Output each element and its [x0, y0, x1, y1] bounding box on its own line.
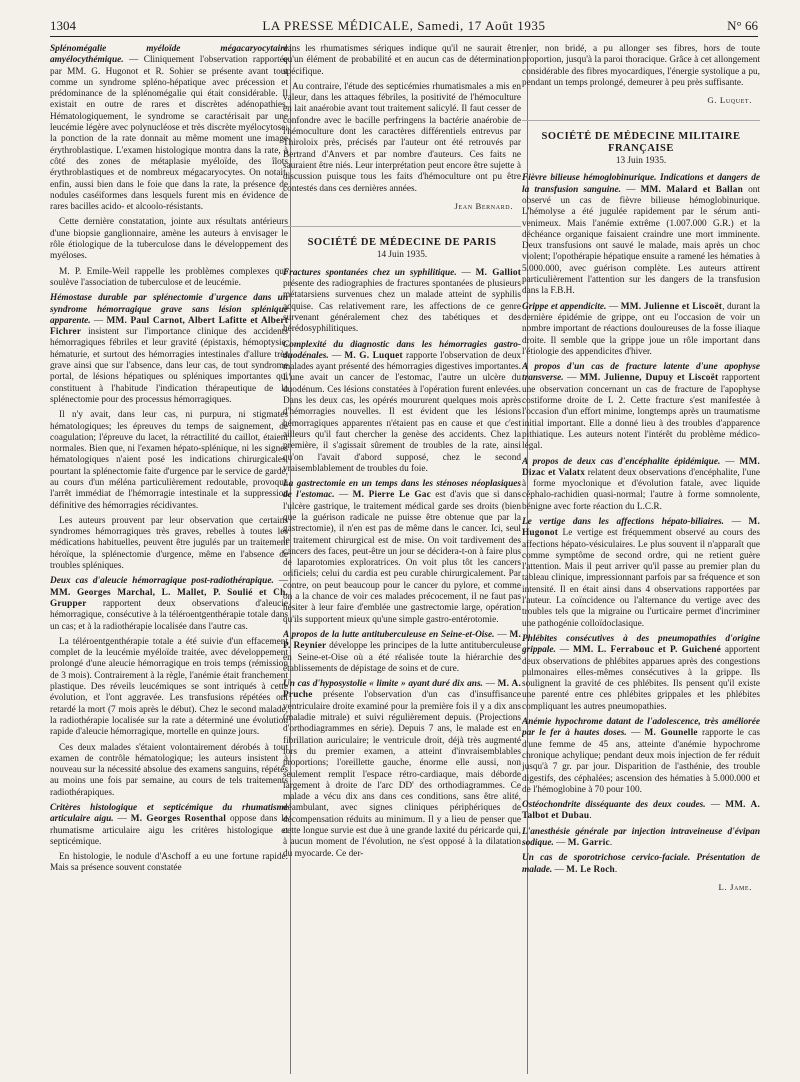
article: Grippe et appendicite. — MM. Julienne et Liscoët, durant la dernière épidémie de grippe, ont eu l'occasion de voir un nombre important de réactions douloureuses de la fosse iliaque droite. Il semble que la grippe joue un rôle important dans l'étiologie des appendicites d'hiver.: [522, 301, 760, 357]
paragraph: Les auteurs prouvent par leur observation que certains syndromes hémorragiques très graves, rebelles à toutes les médications habituelles, peuvent être jugulés par un traitement héroïque, la splénectomie d'urgence, même en l'absence de troubles spléniques.: [50, 515, 288, 572]
article-title: Critères histologique et septicémique du rhumatisme articulaire aigu.: [50, 803, 288, 825]
article-title: Fractures spontanées chez un syphilitique.: [283, 267, 457, 278]
column-2: [283, 44, 521, 1074]
article-authors: MM. Georges Marchal, L. Mallet, P. Soulié et Ch. Grupper: [50, 587, 288, 609]
article-title: Complexité du diagnostic dans les hémorragies gastro-duodénales.: [283, 339, 521, 361]
paragraph: Ces deux malades s'étaient volontairement dérobés à tout examen de contrôle hématologique; les auteurs insistent à nouveau sur la nécessité absolue des examens sanguins, répétés au moins une fois par semaine, au cours de tels traitements radiothérapiques.: [50, 742, 288, 798]
article-title: Deux cas d'aleucie hémorragique post-radiothérapique.: [50, 576, 274, 587]
article-authors: MM. L. Ferrabouc et P. Guichené: [572, 645, 721, 656]
session-date: 14 Juin 1935.: [376, 250, 428, 261]
article-body: Cliniquement l'observation rapportée par MM. G. Hugonot et R. Sohier se présente avant tout comme un syndrome spléno-hépatique avec précession et prédominance de la splénomégalie qui était considérable. Il existait en outre de rares et discrètes adénopathies. Hématologiquement, le syndrome se caractérisait par une leucémie légère avec polynucléose et très discrète myélocytose; la ponction de la rate donnait au même moment une image érythroblastique. L'examen histologique montra dans la rate, à côté des zones de métaplasie myéloïde, des îlots érythroblastiques et de nombreux mégacaryocytes. On notait, enfin, aussi bien dans le foie que dans la rate, la présence de nodules caséiformes dans lesquels furent mis en évidence de rares bacilles acido- et alcoolo-résistants.: [50, 55, 288, 213]
article: Fièvre bilieuse hémoglobinurique. Indications et dangers de la transfusion sanguine. — MM. Malard et Ballan ont observé un cas de fièvre bilieuse hémoglobinurique. L'hémolyse a été jugulée rapidement par le sérum anti-venimeux. Mais l'anémie extrême (1.007.000 G.R.) et la déchéance organique faisaient craindre une mort imminente. Deux transfusions ont sauvé le malade, mais après un choc violent; l'opothérapie hépatique ensuite a ramené les hématies à 5.000.000, avec guérison complète. Les auteurs attirent particulièrement l'attention sur les dangers de la transfusion dans la F.B.H.: [522, 173, 760, 297]
article-body: relatent deux observations d'encéphalite, l'une à forme myoclonique et d'évolution fatale, avec liquide céphalo-rachidien quasi-normal; l'autre à forme somnolente, bénigne avec forte réaction du L.C.R.: [522, 467, 760, 512]
paragraph: M. P. Emile-Weil rappelle les problèmes complexes que soulève l'association de tuberculose et de leucémie.: [50, 266, 288, 288]
paragraph: La téléroentgenthérapie totale a été suivie d'un effacement complet de la leucémie myéloïde traitée, avec développement prolongé d'une aleucie hémorragique en trois temps (rémission de 3 mois). Contrairement à la règle, l'anémie était franchement plastique. Des réveils leucémiques se sont intriqués à cette évolution, et l'ont aggravée. Les transfusions répétées ont retardé la mort (7 mois après le début). Chez le second malade, la radiothérapie localisée sur la rate a déterminé une évolution rapide d'aleucie hémorragique, mortelle en quinze jours.: [50, 636, 288, 738]
article-body: apportent deux observations de phlébites apparues après des congestions pulmonaires elles-mêmes consécutives à la grippe. Ils soulignent la gravité de ces phlébites. Ils pensent qu'il existe une parenté entre ces phlébites grippales et les phlébites compliquant les autres pneumopathies.: [522, 645, 760, 712]
paragraph: dans les rhumatismes sériques indique qu'il ne saurait être qu'un élément de probabilité et en aucun cas de détermination spécifique.: [283, 44, 521, 77]
article-body: présente l'observation d'un cas d'insuffisance ventriculaire droite examiné pour la première fois il y a dix ans (maladie mitrale) et suivi régulièrement depuis. (Projections d'orthodiagrammes en série). Depuis 7 ans, le malade est en fibrillation auriculaire; le ventricule droit, déjà très augmenté lors du premier examen, a atteint d'invraisemblables proportions; l'oreillette gauche, énorme elle aussi, non seulement remplit l'espace rétro-cardiaque, mais déborde largement à droite de l'arc DD' des orthodiagrammes. Ce malade a vécu dix ans dans ces conditions, sans être alité, déambulant, avec signes cliniques périphériques de décompensation réduits au minimum. Il y a lieu de penser que cette longue survie est due à une grande laxité du péricarde qui, à aucun moment de l'évolution, ne s'est opposé à la dilatation du myocarde. Ce der-: [283, 690, 521, 859]
report-signature: G. Luquet.: [707, 95, 752, 106]
article: Anémie hypochrome datant de l'adolescence, très améliorée par le fer à hautes doses. — M. Gounelle rapporte le cas d'une femme de 45 ans, atteinte d'anémie hypochrome chronique achylique; pendant deux mois injection de fer réduit jusqu'à 7 gr. par jour. Disparition de l'asthénie, des trouble digestifs, des céphalées; ascension des hématies à 5.000.000 et de l'hémoglobine à 70 pour 100.: [522, 717, 760, 795]
article-body: insistent sur l'importance clinique des accidents hémorragiques fébriles et leur gravité (épistaxis, hémoptysie, hématurie, et surtout des hémorragies intestinales d'allure très grave ainsi que sur l'absence, dans leur cas, de tout syndrome portal, de lésions hépatiques ou spléniques importantes qui constituent à l'habitude l'indication thérapeutique de la splénectomie pour des processus hémorragiques.: [50, 327, 288, 405]
report-signature: L. Jame.: [718, 881, 752, 892]
paragraph: nier, non bridé, a pu allonger ses fibres, hors de toute proportion, jusqu'à la paroi thoracique. Grâce à cet allongement considérable des fibres myocardiques, l'énergie systolique a pu, pendant un temps prolongé, demeurer à peu près suffisante.: [522, 44, 760, 88]
journal-title: LA PRESSE MÉDICALE, Samedi, 17 Août 1935: [262, 18, 546, 33]
article-title: Ostéochondrite disséquante des deux coudes.: [522, 800, 706, 811]
article: A propos de deux cas d'encéphalite épidémique. — MM. Dizac et Valatx relatent deux observations d'encéphalite, l'une à forme myoclonique et d'évolution fatale, avec liquide céphalo-rachidien quasi-normal; l'autre à forme somnolente, bénigne avec forte réaction du L.C.R.: [522, 456, 760, 512]
report-signature: Jean Bernard.: [454, 200, 513, 211]
article-body: est d'avis que si dans l'ulcère gastrique, le traitement médical garde ses droits (bien que la guérison radicale ne puisse être obtenue que par la gastrectomie), il n'en est pas de même dans le cancer. Ici, seul le traitement chirurgical est de mise. On voit tardivement des cancers des faces, peut-être un jour se décidera-t-on à faire plus de laparotomies exploratrices. On voit plus tôt les cancers orificiels; celui du cardia est peu curable chirurgicalement. Par contre, on peut beaucoup pour le cancer du pylore, et comme on a la chance de voir ces malades précocement, il ne faut pas hésiter à leur faire d'emblée une gastrectomie large, opération qu'ils supportent mieux qu'une simple gastro-entérotomie.: [283, 490, 521, 625]
article: Hémostase durable par splénectomie d'urgence dans un syndrome hémorragique grave sans lésion splénique apparente. — MM. Paul Carnot, Albert Lafitte et Albert Fichrer insistent sur l'importance clinique des accidents hémorragiques fébriles et leur gravité (épistaxis, hémoptysie, hématurie, et surtout des hémorragies intestinales d'allure très grave ainsi que sur l'absence, dans leur cas, de tout syndrome portal, de lésions hépatiques ou spléniques importantes qui constituent à l'habitude l'indication thérapeutique de la splénectomie pour des processus hémorragiques.: [50, 293, 288, 405]
article-title: Un cas d'hyposystolie « limite » ayant duré dix ans.: [283, 679, 483, 690]
article-authors: M. G. Luquet: [344, 350, 403, 361]
article-authors: MM. Julienne, Dupuy et Liscoët: [579, 373, 719, 384]
article-title: Splénomégalie myéloïde mégacaryocytaire amyélocythémique.: [50, 44, 288, 66]
article: Deux cas d'aleucie hémorragique post-radiothérapique. — MM. Georges Marchal, L. Mallet, P. Soulié et Ch. Grupper rapportent deux observations d'aleucie hémorragique, consécutive à la téléroentgenthérapie totale dans un cas; et à la radiothérapie localisée dans l'autre cas.: [50, 576, 288, 632]
article-body: Le vertige est fréquemment observé au cours des affections hépato-vésiculaires. Le plus souvent il n'apparaît que comme symptôme de second ordre, qui ne retient guère l'attention. Mais il peut arriver qu'il passe au premier plan du tableau clinique, impressionnant parfois par sa fréquence et son intensité. Il en était ainsi dans 4 observations rapportées par l'auteur. La coïncidence ou l'alternance du vertige avec des troubles tels que la migraine ou l'urticaire permet d'incriminer une pathogénie colloïdoclasique.: [522, 528, 760, 629]
article: Le vertige dans les affections hépato-biliaires. — M. Hugonot Le vertige est fréquemment observé au cours des affections hépato-vésiculaires. Le plus souvent il n'apparaît que comme symptôme de second ordre, qui ne retient guère l'attention. Mais il peut arriver qu'il passe au premier plan du tableau clinique, impressionnant parfois par sa fréquence et son intensité. Il en était ainsi dans 4 observations rapportées par l'auteur. La coïncidence ou l'alternance du vertige avec des troubles tels que la migraine ou l'urticaire permet d'incriminer une pathogénie colloïdoclasique.: [522, 516, 760, 629]
article: Critères histologique et septicémique du rhumatisme articulaire aigu. — M. Georges Rosenthal oppose dans le rhumatisme articulaire aigu les critères histologique et septicémique.: [50, 803, 288, 847]
article-authors: M. A. Pruche: [283, 679, 521, 701]
article-title: Le vertige dans les affections hépato-biliaires.: [522, 516, 724, 527]
page-header: [50, 16, 758, 37]
article-title: Fièvre bilieuse hémoglobinurique. Indications et dangers de la transfusion sanguine.: [522, 173, 760, 195]
article: Ostéochondrite disséquante des deux coudes. — MM. A. Talbot et Dubau.: [522, 800, 760, 822]
article: A propos de la lutte antituberculeuse en Seine-et-Oise. — M. P. Reynier développe les principes de la lutte antituberculeuse en Seine-et-Oise où a été réalisée toute la hiérarchie des établissements de dépistage de soins et de cure.: [283, 629, 521, 674]
article-body: oppose dans le rhumatisme articulaire aigu les critères histologique et septicémique.: [50, 814, 288, 847]
article-body: durant la dernière épidémie de grippe, ont eu l'occasion de voir un nombre important de réactions douloureuses de la fosse iliaque droite. Il semble que la grippe joue un rôle important dans l'étiologie des appendicites d'hiver.: [522, 301, 760, 357]
article-title: La gastrectomie en un temps dans les sténoses néoplasiques de l'estomac.: [283, 479, 521, 501]
article-authors: M. Hugonot: [522, 516, 760, 539]
article-title: Phlébites consécutives à des pneumopathies d'origine grippale.: [522, 633, 760, 656]
society-heading: SOCIÉTÉ DE MÉDECINE DE PARIS: [283, 226, 521, 248]
article-authors: M. Galliot: [475, 267, 521, 278]
paragraph: En histologie, le nodule d'Aschoff a eu une fortune rapide. Mais sa présence souvent constatée: [50, 852, 288, 874]
article: Phlébites consécutives à des pneumopathies d'origine grippale. — MM. L. Ferrabouc et P. Guichené apportent deux observations de phlébites apparues après des congestions pulmonaires elles-mêmes consécutives à la grippe. Ils soulignent la gravité de ces phlébites. Ils pensent qu'il existe une parenté entre ces phlébites grippales et les phlébites compliquant les autres pneumopathies.: [522, 633, 760, 712]
article-title: A propos d'un cas de fracture latente d'une apophyse transverse.: [522, 362, 760, 384]
article-authors: M. Le Roch: [566, 864, 615, 875]
article-body: développe les principes de la lutte antituberculeuse en Seine-et-Oise où a été réalisée toute la hiérarchie des établissements de dépistage de soins et de cure.: [283, 641, 521, 674]
article-body: rapportent une observation concernant un cas de fracture de l'apophyse costiforme droite de L 2. Cette fracture s'est manifestée à l'occasion d'un effort minime, longtemps après un traumatisme initial important. Elle a donné lieu à des troubles d'apparence pithiatique. Les auteurs notent l'intérêt du problème médico-légal.: [522, 373, 760, 452]
article-body: rapporte le cas d'une femme de 45 ans, atteinte d'anémie hypochrome chronique achylique; pendant deux mois injection de fer réduit jusqu'à 7 gr. par jour. Disparition de l'asthénie, des trouble digestifs, des céphalées; ascension des hématies à 5.000.000 et de l'hémoglobine à 70 pour 100.: [522, 728, 760, 795]
article-authors: MM. A. Talbot et Dubau: [522, 800, 760, 822]
article-authors: M. Pierre Le Gac: [352, 490, 431, 501]
issue-number: N° 66: [727, 18, 758, 33]
paragraph: Il n'y avait, dans leur cas, ni purpura, ni stigmates hématologiques; les épreuves du temps de saignement, de coagulation; l'épreuve du lacet, la rétractilité du caillot, étaient normales. Bien que, ni l'examen hépato-splénique, ni les signes hématologiques n'aient posé les indications chirurgicales, pourtant la splénectomie faite d'urgence par le service de garde, au cours d'un méléna particulièrement redoutable, provoqua l'arrêt immédiat de l'hémorragie intestinale et la suppression définitive des hémorragies récidivantes.: [50, 410, 288, 511]
article-authors: M. Garric: [567, 838, 610, 848]
article: Un cas de sporotrichose cervico-faciale. Présentation de malade. — M. Le Roch.: [522, 853, 760, 875]
article-title: L'anesthésie générale par injection intraveineuse d'évipan sodique.: [522, 826, 760, 848]
article-authors: M. Georges Rosenthal: [130, 814, 227, 825]
article-title: A propos de la lutte antituberculeuse en Seine-et-Oise.: [283, 629, 495, 640]
article: Fractures spontanées chez un syphilitique. — M. Galliot présente des radiographies de fractures spontanées de plusieurs métatarsiens survenues chez un malade atteint de syphilis acquise. Cas relativement rare, les affections de ce genre survenant généralement chez des tabétiques et des hérédosyphilitiques.: [283, 267, 521, 335]
column-3: [522, 44, 760, 1074]
article: La gastrectomie en un temps dans les sténoses néoplasiques de l'estomac. — M. Pierre Le Gac est d'avis que si dans l'ulcère gastrique, le traitement médical garde ses droits (bien que la guérison radicale ne puisse être obtenue que par la gastrectomie), il n'en est pas de même dans le cancer. Ici, seul le traitement chirurgical est de mise. On voit tardivement des cancers des faces, peut-être un jour se décidera-t-on à faire plus de laparotomies exploratrices. On voit plus tôt les cancers orificiels; celui du cardia est peu curable chirurgicalement. Par contre, on peut beaucoup pour le cancer du pylore, et comme on a la chance de voir ces malades précocement, il ne faut pas hésiter à leur faire d'emblée une gastrectomie large, opération qu'ils supportent mieux qu'une simple gastro-entérotomie.: [283, 479, 521, 625]
article-title: A propos de deux cas d'encéphalite épidémique.: [522, 456, 721, 467]
article: A propos d'un cas de fracture latente d'une apophyse transverse. — MM. Julienne, Dupuy et Liscoët rapportent une observation concernant un cas de fracture de l'apophyse costiforme droite de L 2. Cette fracture s'est manifestée à l'occasion d'un effort minime, longtemps après un traumatisme initial important. Elle a donné lieu à des troubles d'apparence pithiatique. Les auteurs notent l'intérêt du problème médico-légal.: [522, 362, 760, 452]
article-authors: MM. Malard et Ballan: [640, 184, 743, 195]
session-date: 13 Juin 1935.: [615, 156, 667, 167]
article: L'anesthésie générale par injection intraveineuse d'évipan sodique. — M. Garric.: [522, 826, 760, 848]
article-body: rapportent deux observations d'aleucie hémorragique, consécutive à la téléroentgenthérapie totale dans un cas; et à la radiothérapie localisée dans l'autre cas.: [50, 598, 288, 632]
article-title: Un cas de sporotrichose cervico-faciale. Présentation de malade.: [522, 853, 760, 875]
article-body: ont observé un cas de fièvre bilieuse hémoglobinurique. L'hémolyse a été jugulée rapidement par le sérum anti-venimeux. Mais l'anémie extrême (1.007.000 G.R.) et la déchéance organique faisaient craindre une mort imminente. Deux transfusions ont sauvé le malade, mais après un choc violent; l'opothérapie hépatique ensuite a ramené les hématies à 5.000.000, avec guérison complète. Les auteurs attirent particulièrement l'attention sur les dangers de la transfusion dans la F.B.H.: [522, 184, 760, 297]
article-title: Hémostase durable par splénectomie d'urgence dans un syndrome hémorragique grave sans lésion splénique apparente.: [50, 293, 288, 326]
article-authors: M. P. Reynier: [283, 629, 521, 652]
article: Un cas d'hyposystolie « limite » ayant duré dix ans. — M. A. Pruche présente l'observation d'un cas d'insuffisance ventriculaire droite examiné pour la première fois il y a dix ans (maladie mitrale) et suivi régulièrement depuis. (Projections d'orthodiagrammes en série). Depuis 7 ans, le malade est en fibrillation auriculaire; le ventricule droit, déjà très augmenté lors du premier examen, a atteint d'invraisemblables proportions; l'oreillette gauche, énorme elle aussi, non seulement remplit l'espace rétro-cardiaque, mais déborde largement à droite de l'arc DD' des orthodiagrammes. Ce malade a vécu dix ans dans ces conditions, sans être alité, déambulant, avec signes cliniques périphériques de décompensation réduits au minimum. Il y a lieu de penser que cette longue survie est due à une grande laxité du péricarde qui, à aucun moment de l'évolution, ne s'est opposé à la dilatation du myocarde. Ce der-: [283, 679, 521, 859]
article-authors: MM. Paul Carnot, Albert Lafitte et Albert Fichrer: [50, 315, 288, 338]
column-1: [50, 44, 288, 1074]
society-heading: SOCIÉTÉ DE MÉDECINE MILITAIRE FRANÇAISE: [522, 120, 760, 154]
paragraph: Au contraire, l'étude des septicémies rhumatismales a mis en valeur, dans les attaques fébriles, la positivité de l'hémoculture en lait anaérobie avant tout traitement salicylé. Il faut cesser de confondre avec le bacille perfringens la bactérie anaérobie de l'hémoculture dont les caractères différentiels entrevus par Thiroloix près, précisés par l'auteur ont été retrouvés par Bertrand d'Anvers et par nombre d'auteurs. Ces faits ne sauraient être niés. Leur interprétation peut encore être sujette à discussion puisque tous les faits d'hémoculture ont pu être contestés dans ces dernières années.: [283, 81, 521, 194]
article-authors: MM. Dizac et Valatx: [522, 456, 760, 478]
paragraph: Cette dernière constatation, jointe aux résultats antérieurs d'une biopsie ganglionnaire, amène les auteurs à envisager le rôle étiologique de la tuberculose dans le développement des myéloses.: [50, 217, 288, 262]
article-title: Anémie hypochrome datant de l'adolescence, très améliorée par le fer à hautes doses.: [522, 717, 760, 739]
article-title: Grippe et appendicite.: [522, 301, 607, 312]
article-authors: M. Gounelle: [644, 728, 698, 739]
article: Complexité du diagnostic dans les hémorragies gastro-duodénales. — M. G. Luquet rapporte l'observation de deux malades ayant présenté des hémorragies digestives importantes. L'une avait un cancer de l'estomac, l'autre un ulcère du duodénum. Ces lésions constatées à l'opération furent enlevées. Dans les deux cas, les opérés moururent quelques mois après d'hémorragies nouvelles. Il est évident que les lésions hémorragiques apparentes n'étaient pas en cause et que c'est ailleurs qu'il faut chercher la genèse des accidents. Chez la première, il s'agissait sûrement de troubles de la rate, ainsi qu'on l'avait d'abord supposé, chez le second vraisemblablement de troubles du foie.: [283, 339, 521, 474]
page-number: 1304: [50, 18, 76, 33]
article: Splénomégalie myéloïde mégacaryocytaire amyélocythémique. — Cliniquement l'observation rapportée par MM. G. Hugonot et R. Sohier se présente avant tout comme un syndrome spléno-hépatique avec précession et prédominance de la splénomégalie qui était considérable. Il existait en outre de rares et discrètes adénopathies. Hématologiquement, le syndrome se caractérisait par une leucémie légère avec polynucléose et très discrète myélocytose; la ponction de la rate donnait au même moment une image érythroblastique. L'examen histologique montra dans la rate, à côté des zones de métaplasie myéloïde, des îlots érythroblastiques et de nombreux mégacaryocytes. On notait, enfin, aussi bien dans le foie que dans la rate, la présence de nodules caséiformes dans lesquels furent mis en évidence de rares bacilles acido- et alcoolo-résistants.: [50, 44, 288, 213]
article-authors: MM. Julienne et Liscoët: [620, 301, 723, 312]
article-body: présente des radiographies de fractures spontanées de plusieurs métatarsiens survenues chez un malade atteint de syphilis acquise. Cas relativement rare, les affections de ce genre survenant généralement chez des tabétiques et des hérédosyphilitiques.: [283, 279, 521, 335]
article-body: rapporte l'observation de deux malades ayant présenté des hémorragies digestives importantes. L'une avait un cancer de l'estomac, l'autre un ulcère du duodénum. Ces lésions constatées à l'opération furent enlevées. Dans les deux cas, les opérés moururent quelques mois après d'hémorragies nouvelles. Il est évident que les lésions hémorragiques apparentes n'étaient pas en cause et que c'est ailleurs qu'il faut chercher la genèse des accidents. Chez la première, il s'agissait sûrement de troubles de la rate, ainsi qu'on l'avait d'abord supposé, chez le second vraisemblablement de troubles du foie.: [283, 350, 521, 474]
